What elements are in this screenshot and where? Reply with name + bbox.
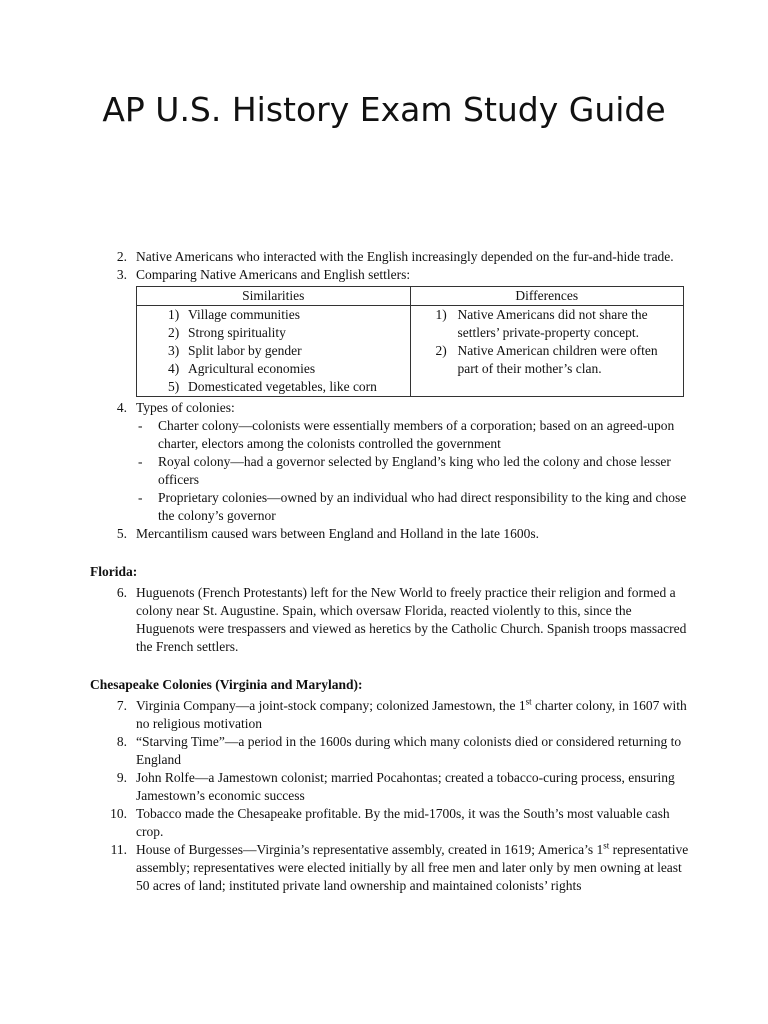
similarities-cell xyxy=(137,306,411,397)
bullet-item xyxy=(90,417,690,453)
list-item xyxy=(140,342,407,360)
list-text: Village communities xyxy=(188,307,301,322)
section-heading-florida: Florida: xyxy=(90,564,138,579)
list-text: Native Americans who interacted with the English increasingly depended on the fur-and-hide trade. xyxy=(136,249,674,264)
list-text: Types of colonies: xyxy=(136,400,235,415)
list-number: 5. xyxy=(116,526,127,541)
superscript: st xyxy=(525,696,532,707)
list-number: 11. xyxy=(110,842,127,857)
list-text-part: representative assembly; representatives were elected initially by all free men and later only by men owning at least 50 acres of land; instituted private land ownership and maintained colonists’ rights xyxy=(136,842,689,893)
list-item-9 xyxy=(90,769,690,805)
list-number: 2) xyxy=(168,325,180,340)
list-item-4 xyxy=(90,399,690,417)
list-item-11 xyxy=(90,841,690,895)
list-item-6 xyxy=(90,584,690,656)
list-text: Mercantilism caused wars between England and Holland in the late 1600s. xyxy=(136,526,540,541)
superscript: st xyxy=(603,840,610,851)
list-text: Split labor by gender xyxy=(188,343,302,358)
list-text: Native American children were often part of their mother’s clan. xyxy=(457,343,658,376)
differences-cell xyxy=(410,306,684,397)
list-text: Native Americans did not share the settlers’ private-property concept. xyxy=(457,307,648,340)
list-number: 7. xyxy=(116,698,127,713)
list-number: 4. xyxy=(116,400,127,415)
list-number: 8. xyxy=(116,734,127,749)
list-number: 3) xyxy=(168,343,180,358)
list-number: 1) xyxy=(435,307,447,322)
document-title: AP U.S. History Exam Study Guide xyxy=(102,90,666,129)
list-number: 9. xyxy=(116,770,127,785)
list-item xyxy=(140,378,407,396)
list-text: Huguenots (French Protestants) left for the New World to freely practice their religion and formed a colony near St. Augustine. Spain, which oversaw Florida, reacted violently to this, since the Huguenots were trespassers and viewed as heretics by the Catholic Church. Spanish troops massacred the French settlers. xyxy=(136,585,687,654)
section-heading-chesapeake: Chesapeake Colonies (Virginia and Maryland): xyxy=(90,677,363,692)
bullet-item xyxy=(90,453,690,489)
list-text: Tobacco made the Chesapeake profitable. By the mid-1700s, it was the South’s most valuable cash crop. xyxy=(136,806,670,839)
list-item xyxy=(140,360,407,378)
list-number: 10. xyxy=(110,806,127,821)
list-item-8 xyxy=(90,733,690,769)
bullet-item xyxy=(90,489,690,525)
column-header-similarities: Similarities xyxy=(137,287,411,306)
list-item-2 xyxy=(90,248,690,266)
column-header-differences: Differences xyxy=(410,287,684,306)
list-text: “Starving Time”—a period in the 1600s during which many colonists died or considered returning to England xyxy=(136,734,682,767)
list-text-part: charter colony, in 1607 with no religious motivation xyxy=(136,698,687,731)
list-item-3 xyxy=(90,266,690,284)
list-text: Comparing Native Americans and English settlers: xyxy=(136,267,411,282)
list-text: Domesticated vegetables, like corn xyxy=(188,379,377,394)
list-number: 4) xyxy=(168,361,180,376)
list-item-7 xyxy=(90,697,690,733)
list-text: John Rolfe—a Jamestown colonist; married Pocahontas; created a tobacco-curing process, ensuring Jamestown’s economic success xyxy=(136,770,675,803)
list-item-5 xyxy=(90,525,690,543)
list-number: 1) xyxy=(168,307,180,322)
table-row xyxy=(137,306,684,397)
bullet-text: Royal colony—had a governor selected by England’s king who led the colony and chose lesser officers xyxy=(158,454,671,487)
dash-bullet: - xyxy=(138,490,143,505)
list-number: 6. xyxy=(116,585,127,600)
comparison-table xyxy=(136,286,684,397)
bullet-text: Proprietary colonies—owned by an individual who had direct responsibility to the king and chose the colony’s governor xyxy=(158,490,687,523)
dash-bullet: - xyxy=(138,418,143,433)
list-text: Agricultural economies xyxy=(188,361,316,376)
list-number: 3. xyxy=(116,267,127,282)
document-body xyxy=(90,248,690,895)
list-item xyxy=(140,324,407,342)
list-number: 2. xyxy=(116,249,127,264)
list-number: 5) xyxy=(168,379,180,394)
table-header-row xyxy=(137,287,684,306)
dash-bullet: - xyxy=(138,454,143,469)
list-text-part: Virginia Company—a joint-stock company; colonized Jamestown, the 1 xyxy=(136,698,526,713)
list-text-part: House of Burgesses—Virginia’s representative assembly, created in 1619; America’s 1 xyxy=(136,842,604,857)
list-item xyxy=(140,306,407,324)
list-item xyxy=(414,306,681,342)
bullet-text: Charter colony—colonists were essentially members of a corporation; based on an agreed-upon charter, electors among the colonists controlled the government xyxy=(158,418,675,451)
list-text: Strong spirituality xyxy=(188,325,286,340)
list-number: 2) xyxy=(435,343,447,358)
list-item-10 xyxy=(90,805,690,841)
list-item xyxy=(414,342,681,378)
